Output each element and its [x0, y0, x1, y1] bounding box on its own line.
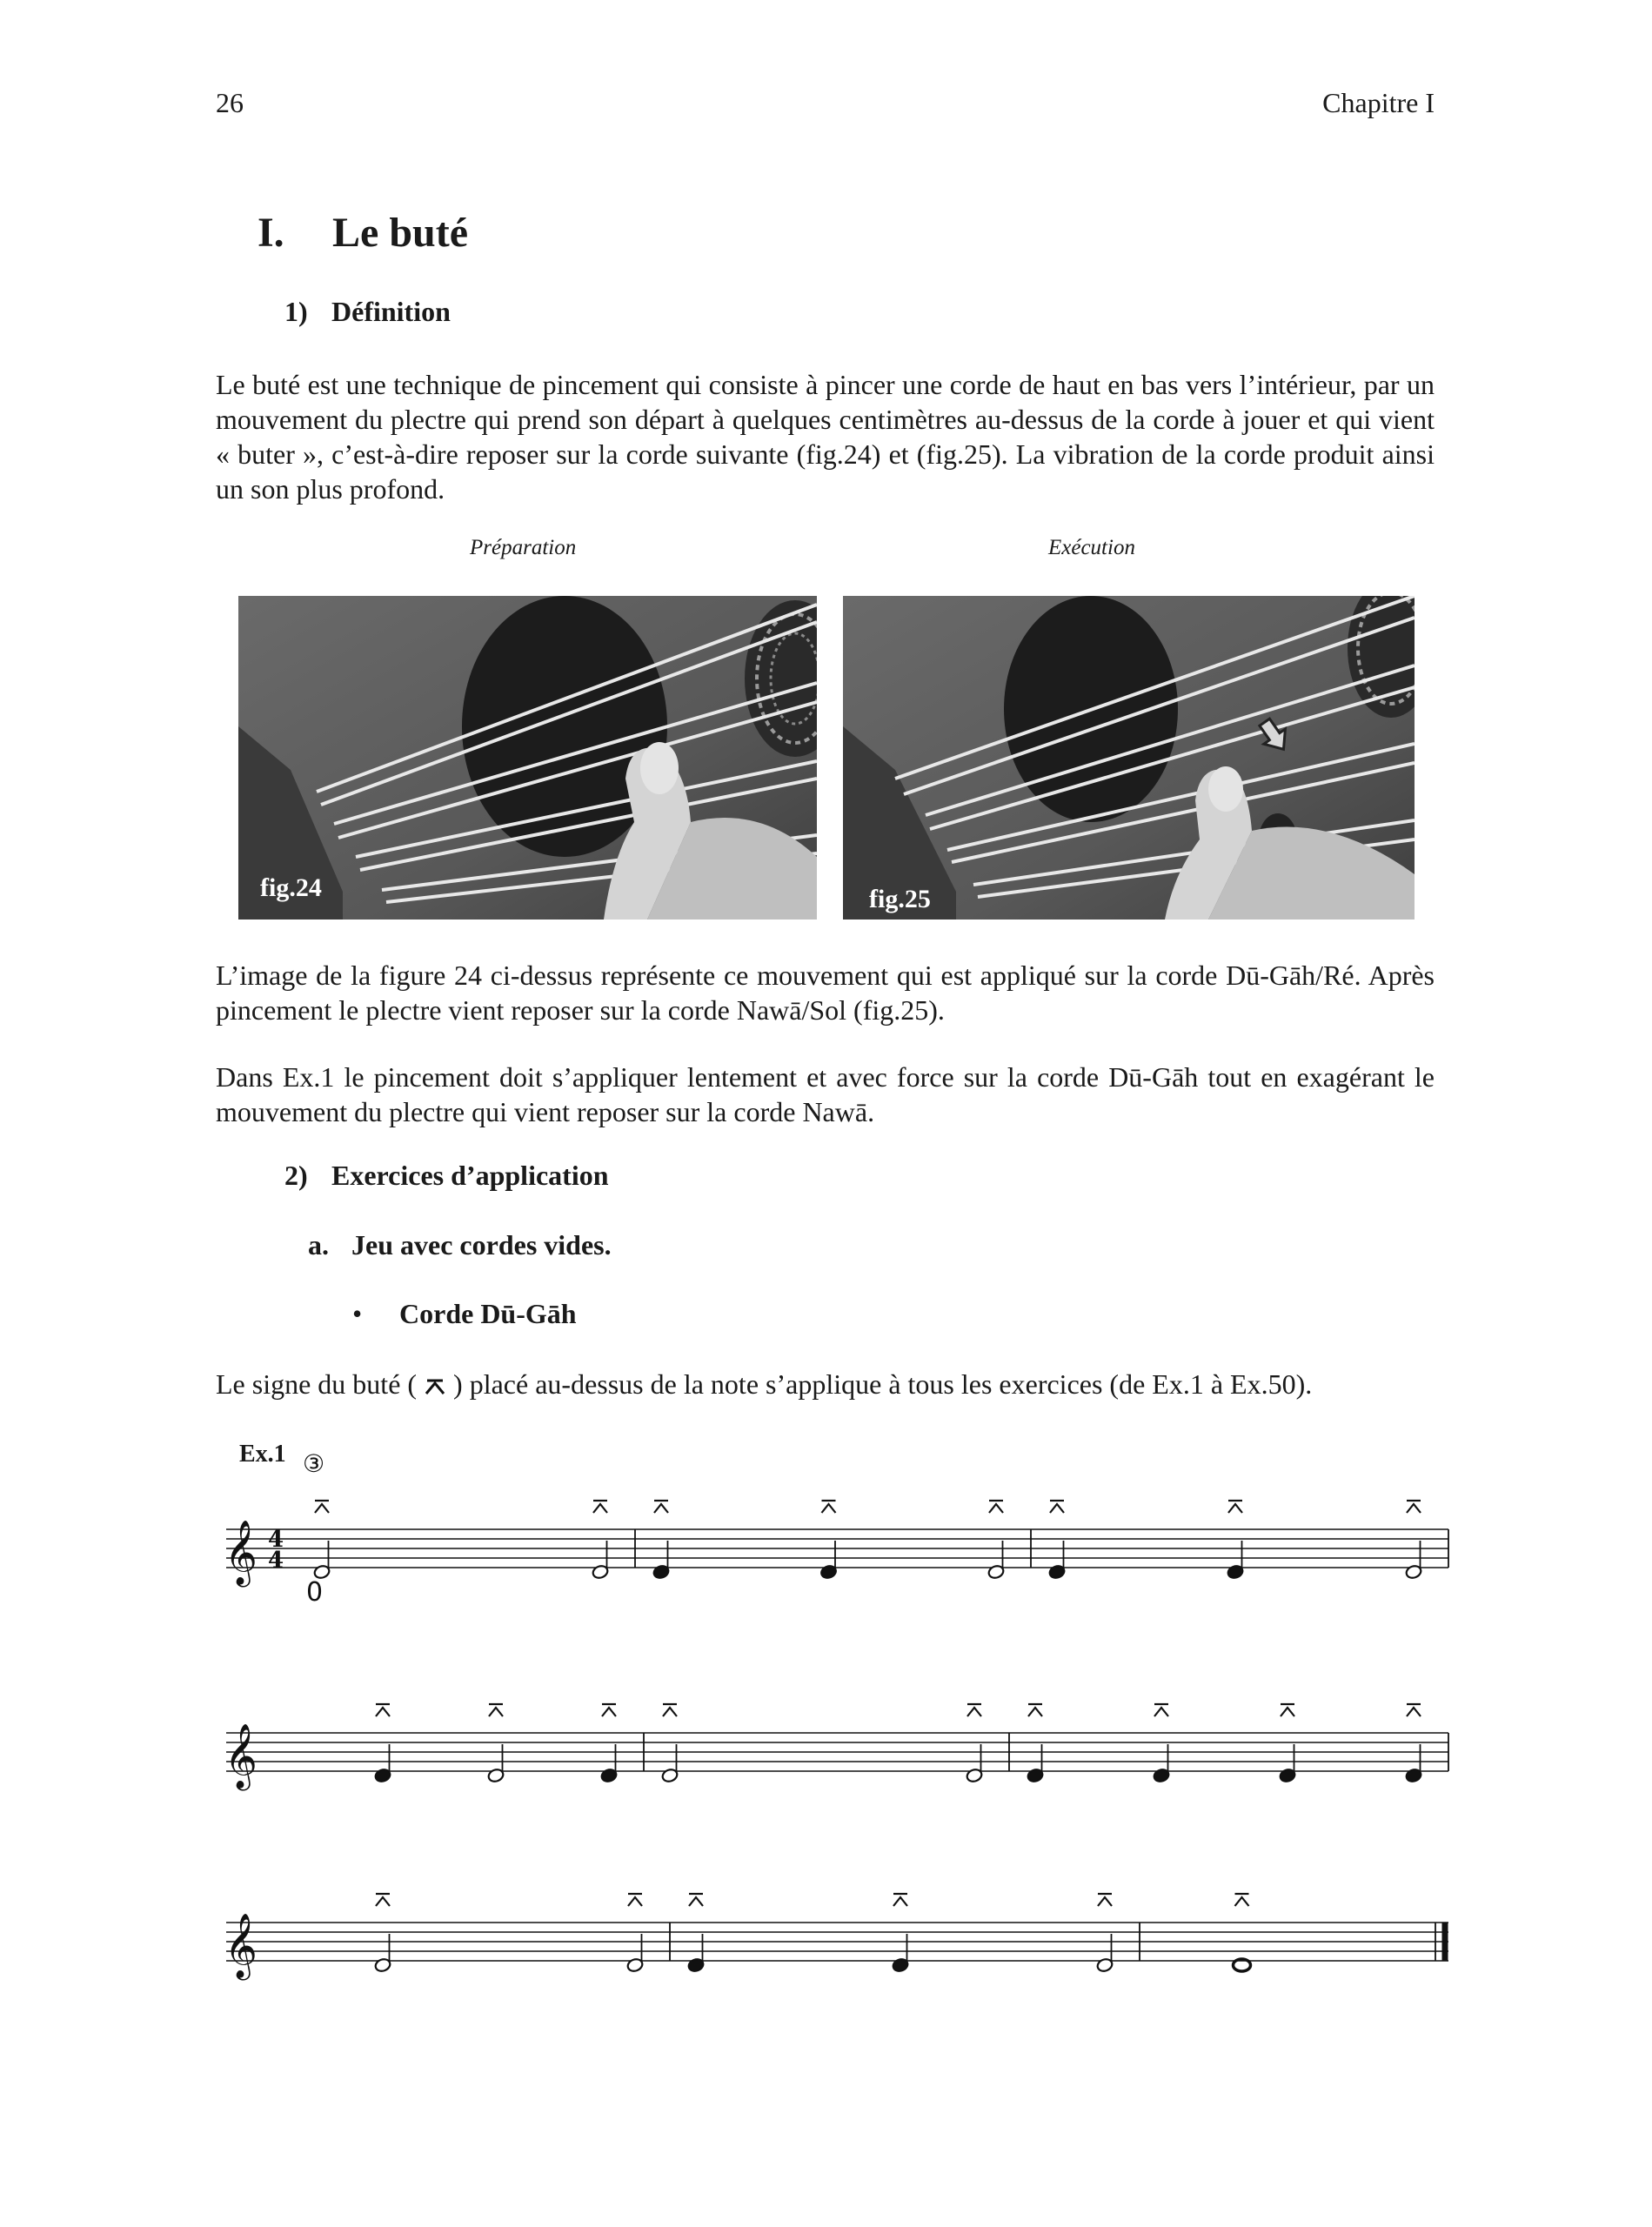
- bute-sign-chevron: [1407, 1504, 1421, 1513]
- bute-sign-chevron: [654, 1504, 668, 1513]
- time-signature-top: 4: [268, 1527, 284, 1553]
- exercise-label: Ex.1: [239, 1441, 286, 1468]
- bute-sign-chevron: [1407, 1708, 1421, 1716]
- subsection-number: 2): [284, 1160, 308, 1191]
- subsection-number: 1): [284, 296, 308, 327]
- page-number: 26: [216, 87, 244, 118]
- sign-text-after: ) placé au-dessus de la note s’applique à tous les exercices (de Ex.1 à Ex.50).: [453, 1368, 1313, 1400]
- treble-clef-icon: 𝄞: [224, 1914, 257, 1978]
- photo-fig25: [843, 596, 1415, 920]
- bute-sign-icon: [424, 1378, 446, 1397]
- treble-clef-icon: 𝄞: [224, 1521, 257, 1585]
- bute-sign-chevron: [1050, 1504, 1064, 1513]
- bute-sign-chevron: [489, 1708, 503, 1716]
- figure-description-paragraph: L’image de la figure 24 ci-dessus représente ce mouvement qui est appliqué sur la corde Dū-Gāh/Ré. Après pincement le plectre vient reposer sur la corde Nawā/Sol (fig.25).: [216, 960, 1435, 1026]
- bute-sign-chevron: [628, 1897, 642, 1906]
- fig25-label: fig.25: [869, 885, 931, 913]
- bute-sign-chevron: [822, 1504, 836, 1513]
- bute-sign-chevron: [1235, 1897, 1249, 1906]
- bute-sign-chevron: [1281, 1708, 1294, 1716]
- subsection-title: Jeu avec cordes vides.: [351, 1229, 612, 1261]
- fig24-label: fig.24: [260, 873, 322, 902]
- bute-sign-chevron: [967, 1708, 981, 1716]
- subsection-exercises: [284, 1160, 609, 1192]
- subsection-title: Corde Dū-Gāh: [399, 1298, 577, 1329]
- bute-sign-chevron: [315, 1504, 329, 1513]
- running-head: Chapitre I: [1322, 87, 1435, 118]
- section-title: [257, 209, 468, 257]
- treble-clef-icon: 𝄞: [224, 1724, 257, 1789]
- subsection-title: Définition: [331, 296, 451, 327]
- bute-sign-chevron: [1154, 1708, 1168, 1716]
- bute-sign-chevron: [376, 1708, 390, 1716]
- bute-sign-chevron: [376, 1897, 390, 1906]
- ex1-instruction-paragraph: Dans Ex.1 le pincement doit s’appliquer lentement et avec force sur la corde Dū-Gāh tout en exagérant le mouvement du plectre qui vient reposer sur la corde Nawā.: [216, 1061, 1435, 1127]
- time-signature-bottom: 4: [268, 1548, 284, 1574]
- section-title-text: Le buté: [332, 210, 468, 256]
- bute-sign-chevron: [893, 1897, 907, 1906]
- bute-sign-chevron: [1228, 1504, 1242, 1513]
- bute-sign-chevron: [663, 1708, 677, 1716]
- section-number: I.: [257, 210, 284, 256]
- subsection-title: Exercices d’application: [331, 1160, 609, 1191]
- bute-sign-chevron: [602, 1708, 616, 1716]
- definition-paragraph: Le buté est une technique de pincement qui consiste à pincer une corde de haut en bas vers l’intérieur, par un mouvement du plectre qui prend son départ à quelques centimètres au-dessus de la corde à jouer et qui vient « buter », c’est-à-dire reposer sur la corde suivante (fig.24) et (fig.25). La vibration de la corde produit ainsi un son plus profond.: [216, 369, 1435, 505]
- photo-fig24: [238, 596, 817, 920]
- subsection-string-dugah: [352, 1298, 577, 1330]
- bute-sign-chevron: [593, 1504, 607, 1513]
- fingering-number: 0: [306, 1577, 324, 1608]
- music-score: [209, 1453, 1453, 1992]
- caption-preparation: Préparation: [470, 536, 577, 559]
- bute-sign-chevron: [1098, 1897, 1112, 1906]
- subsection-letter: a.: [308, 1229, 329, 1261]
- bute-sign-chevron: [1028, 1708, 1042, 1716]
- sign-text-before: Le signe du buté (: [216, 1368, 418, 1400]
- string-number: ③: [303, 1453, 325, 1478]
- caption-execution: Exécution: [1048, 536, 1135, 559]
- bute-sign-paragraph: [216, 1367, 1435, 1401]
- bute-sign-chevron: [989, 1504, 1003, 1513]
- subsection-definition: [284, 296, 451, 328]
- bullet: •: [352, 1298, 363, 1329]
- bute-sign-chevron: [689, 1897, 703, 1906]
- subsection-open-strings: [308, 1229, 612, 1261]
